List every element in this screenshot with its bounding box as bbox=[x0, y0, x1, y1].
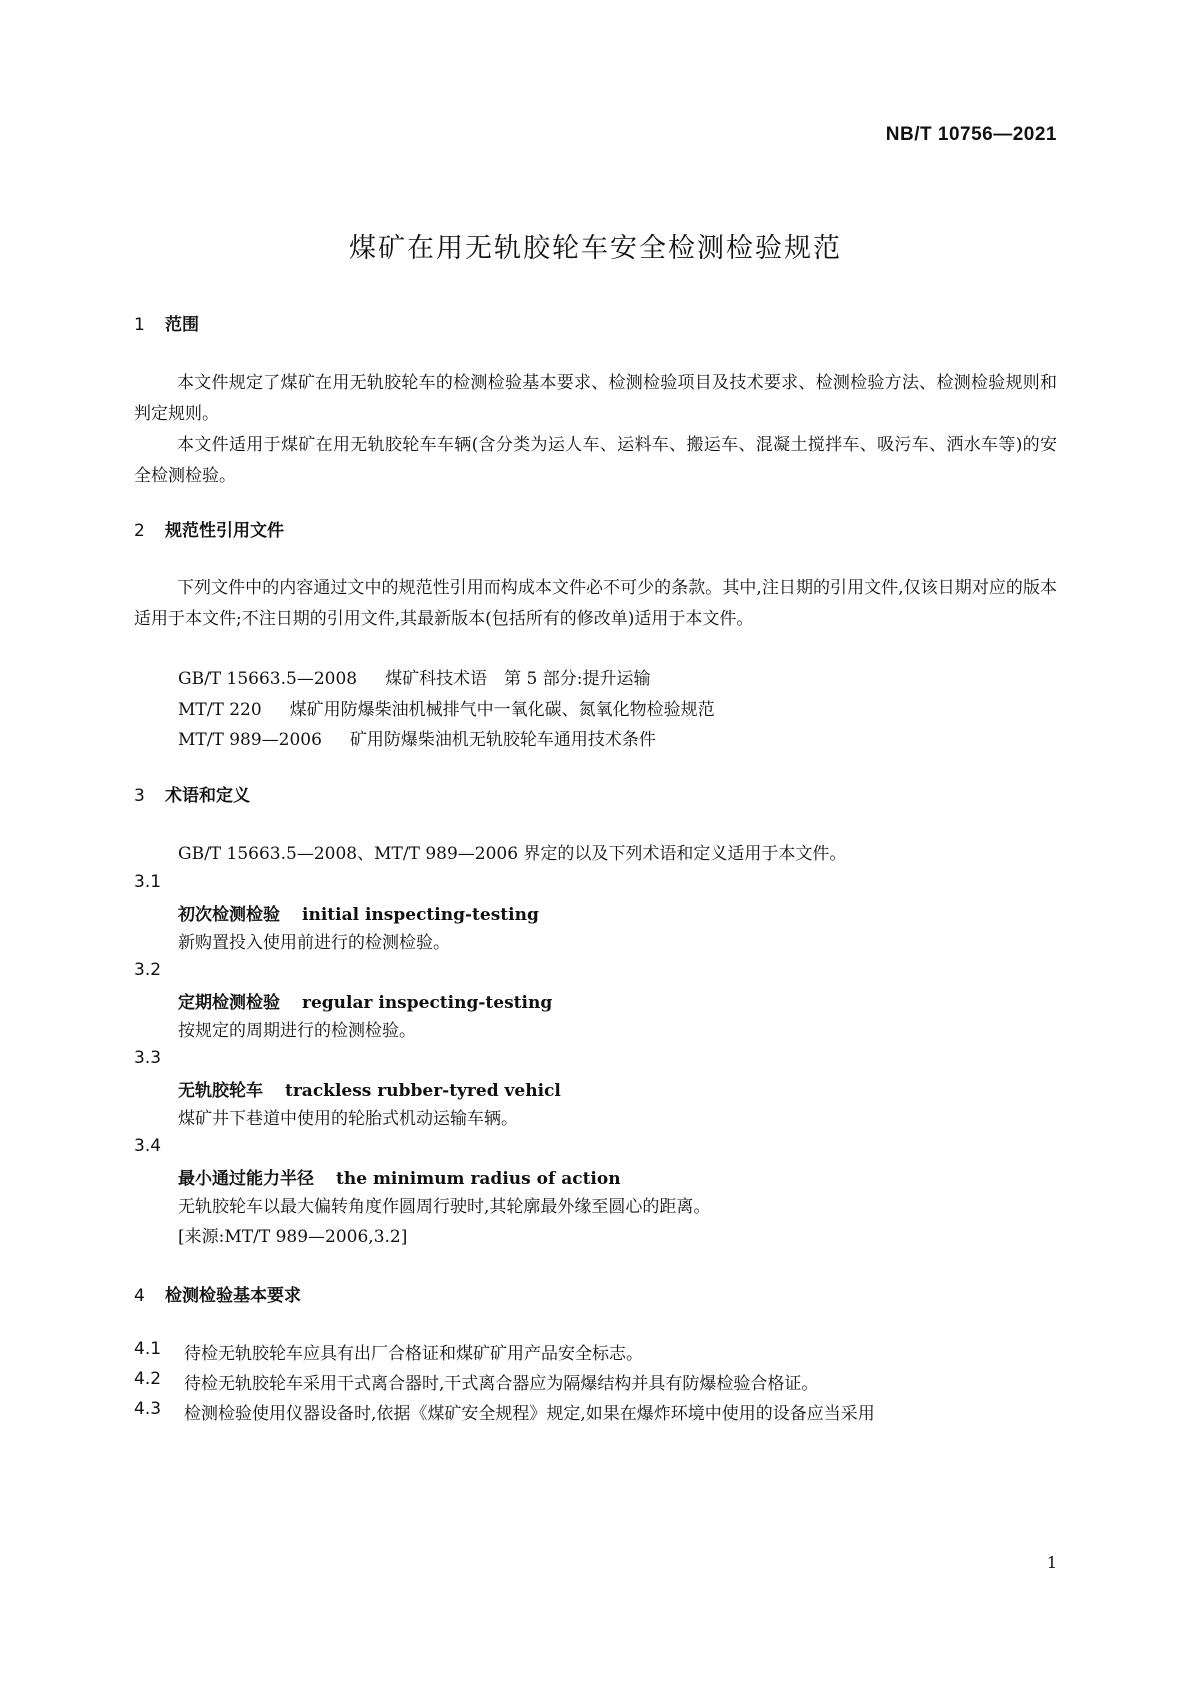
section-number: 4 bbox=[134, 1286, 145, 1306]
clause-text: 待检无轨胶轮车采用干式离合器时,干式离合器应为隔爆结构并具有防爆检验合格证。 bbox=[184, 1374, 819, 1394]
section-3-heading bbox=[134, 781, 250, 806]
section-1-paragraph-1: 本文件规定了煤矿在用无轨胶轮车的检测检验基本要求、检测检验项目及技术要求、检测检验方法、检测检验规则和判定规则。 bbox=[134, 373, 1057, 424]
section-number: 3 bbox=[134, 786, 145, 806]
reference-code: MT/T 989—2006 bbox=[178, 730, 322, 750]
term-en: trackless rubber-tyred vehicl bbox=[285, 1081, 561, 1101]
term-number: 3.2 bbox=[134, 960, 162, 980]
reference-item bbox=[178, 725, 656, 750]
section-3-intro: GB/T 15663.5—2008、MT/T 989—2006 界定的以及下列术语和定义适用于本文件。 bbox=[178, 844, 847, 864]
clause-text: 待检无轨胶轮车应具有出厂合格证和煤矿矿用产品安全标志。 bbox=[184, 1344, 643, 1364]
section-1-heading bbox=[134, 310, 199, 335]
section-1-paragraph-2: 本文件适用于煤矿在用无轨胶轮车车辆(含分类为运人车、运料车、搬运车、混凝土搅拌车、吸污车、洒水车等)的安全检测检验。 bbox=[134, 435, 1057, 486]
term-number: 3.1 bbox=[134, 872, 162, 892]
term-en: regular inspecting-testing bbox=[302, 993, 553, 1013]
page-number: 1 bbox=[1046, 1553, 1057, 1572]
term-zh: 初次检测检验 bbox=[178, 905, 280, 925]
section-title: 规范性引用文件 bbox=[165, 521, 284, 541]
term-zh: 定期检测检验 bbox=[178, 993, 280, 1013]
term-definition: 新购置投入使用前进行的检测检验。 bbox=[178, 933, 450, 953]
term-en: initial inspecting-testing bbox=[302, 905, 539, 925]
reference-title: 煤矿用防爆柴油机械排气中一氧化碳、氮氧化物检验规范 bbox=[289, 700, 715, 720]
reference-title: 煤矿科技术语 第 5 部分:提升运输 bbox=[385, 669, 651, 689]
section-2-paragraph-1: 下列文件中的内容通过文中的规范性引用而构成本文件必不可少的条款。其中,注日期的引用文件,仅该日期对应的版本适用于本文件;不注日期的引用文件,其最新版本(包括所有的修改单)适用于本文件。 bbox=[134, 578, 1057, 629]
term-zh: 最小通过能力半径 bbox=[178, 1169, 314, 1189]
reference-item bbox=[178, 695, 715, 720]
document-title: 煤矿在用无轨胶轮车安全检测检验规范 bbox=[349, 233, 842, 264]
section-2-heading bbox=[134, 516, 284, 541]
term-definition: 无轨胶轮车以最大偏转角度作圆周行驶时,其轮廓最外缘至圆心的距离。 bbox=[178, 1197, 711, 1217]
term-definition: 按规定的周期进行的检测检验。 bbox=[178, 1021, 416, 1041]
reference-title: 矿用防爆柴油机无轨胶轮车通用技术条件 bbox=[349, 730, 656, 750]
reference-code: MT/T 220 bbox=[178, 700, 262, 720]
standard-code: NB/T 10756—2021 bbox=[885, 124, 1057, 145]
section-title: 范围 bbox=[165, 315, 199, 335]
clause-text: 检测检验使用仪器设备时,依据《煤矿安全规程》规定,如果在爆炸环境中使用的设备应当采用 bbox=[184, 1404, 875, 1424]
section-number: 2 bbox=[134, 521, 145, 541]
clause-number: 4.2 bbox=[134, 1369, 162, 1389]
term-heading bbox=[178, 1164, 621, 1189]
term-en: the minimum radius of action bbox=[336, 1169, 621, 1189]
term-zh: 无轨胶轮车 bbox=[178, 1081, 263, 1101]
section-title: 术语和定义 bbox=[165, 786, 250, 806]
term-number: 3.4 bbox=[134, 1136, 162, 1156]
section-4-heading bbox=[134, 1281, 301, 1306]
term-heading bbox=[178, 1076, 561, 1101]
term-heading bbox=[178, 900, 539, 925]
section-number: 1 bbox=[134, 315, 145, 335]
section-title: 检测检验基本要求 bbox=[165, 1286, 301, 1306]
reference-code: GB/T 15663.5—2008 bbox=[178, 669, 358, 689]
term-number: 3.3 bbox=[134, 1048, 162, 1068]
term-source: [来源:MT/T 989—2006,3.2] bbox=[178, 1227, 408, 1247]
clause-number: 4.3 bbox=[134, 1399, 162, 1419]
term-definition: 煤矿井下巷道中使用的轮胎式机动运输车辆。 bbox=[178, 1109, 518, 1129]
term-heading bbox=[178, 988, 552, 1013]
reference-item bbox=[178, 664, 650, 689]
clause-number: 4.1 bbox=[134, 1339, 162, 1359]
